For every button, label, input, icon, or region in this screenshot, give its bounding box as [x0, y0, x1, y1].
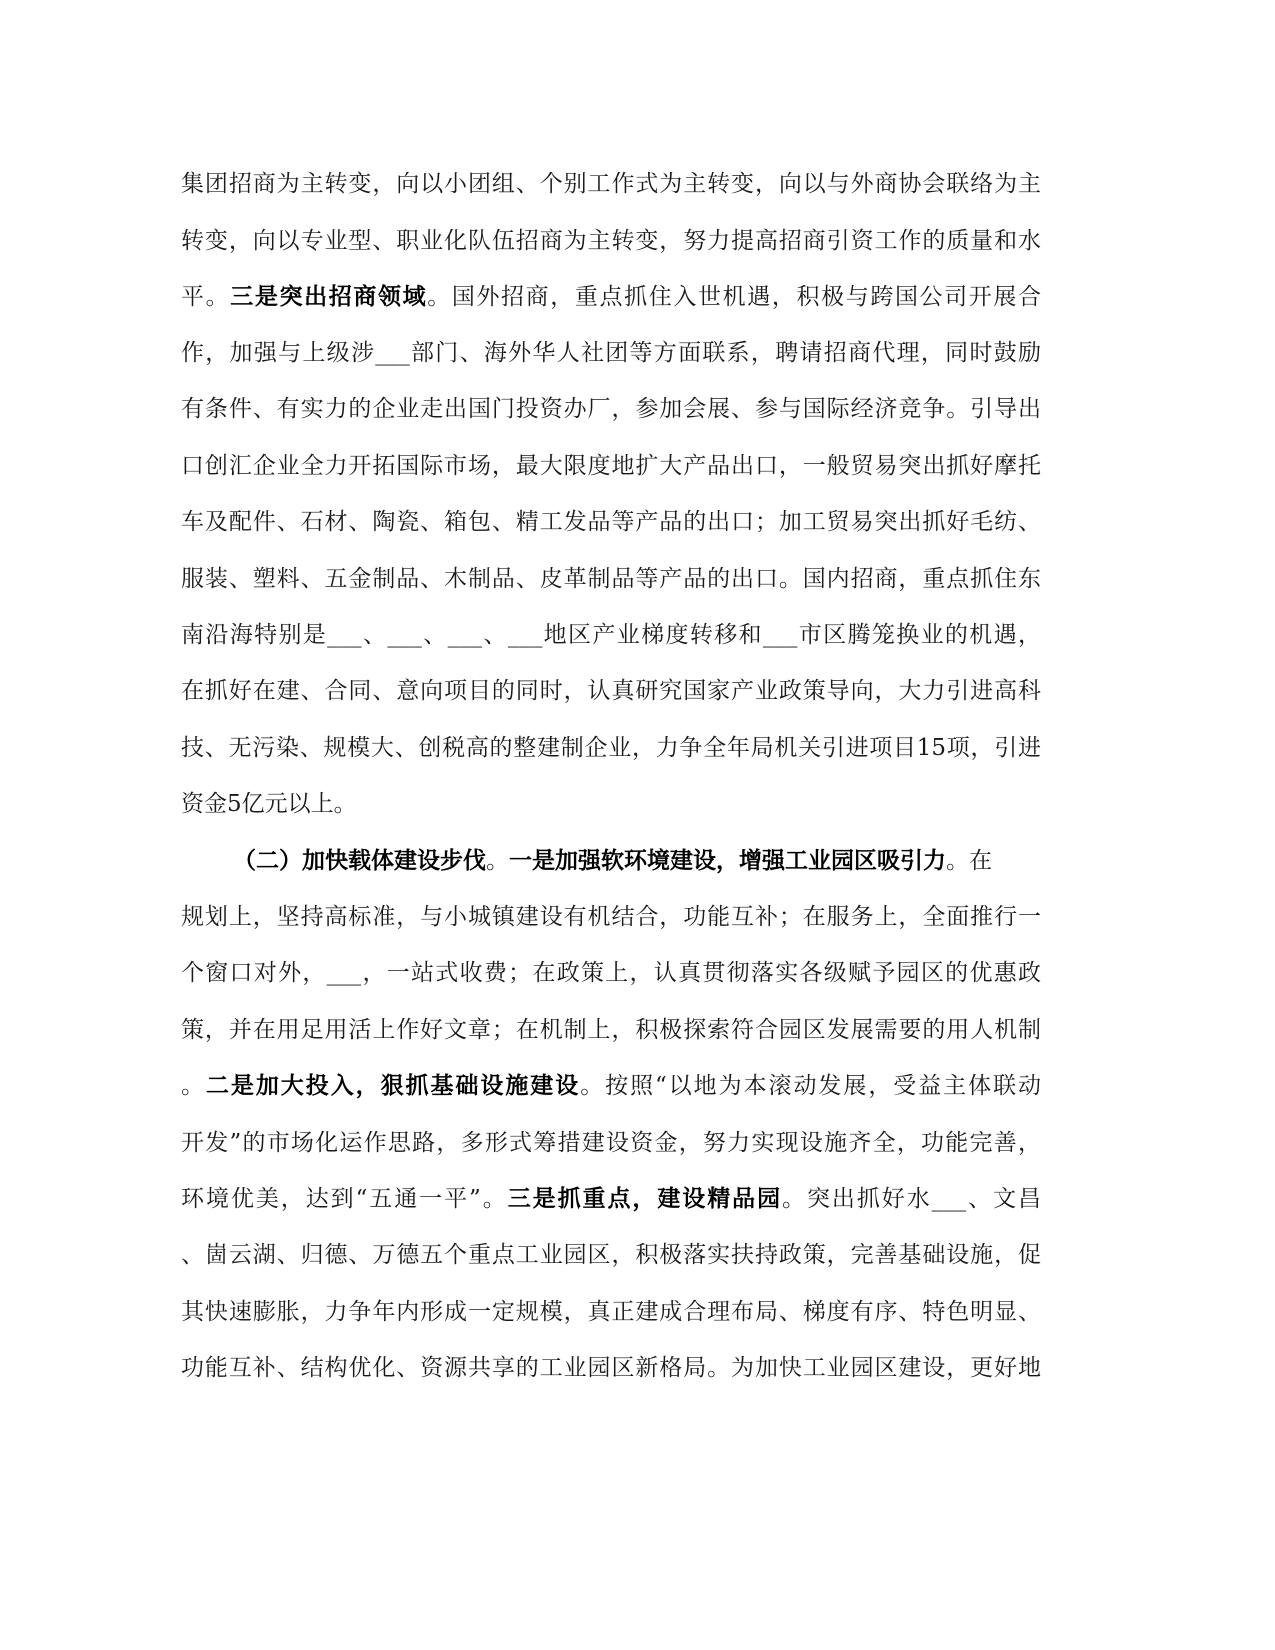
text-line: [233, 841, 1041, 881]
text-line: [181, 897, 1041, 937]
text-line: [181, 1066, 1041, 1106]
text-run: 资金5亿元以上。: [181, 791, 357, 817]
text-run: 作，加强与上级涉___部门、海外华人社团等方面联系，聘请招商代理，同时鼓励: [181, 340, 1041, 366]
bold-heading-run: （二）加快载体建设步伐: [233, 847, 486, 874]
text-run: 策，并在用足用活上作好文章；在机制上，积极探索符合园区发展需要的用人机制: [181, 1017, 1041, 1043]
text-line: [181, 615, 1041, 655]
bold-heading-run: 一是加强软环境建设，增强工业园区吸引力: [509, 847, 946, 874]
text-line: [181, 1292, 1041, 1332]
text-line: [181, 1123, 1041, 1163]
text-run: 。在: [946, 848, 992, 874]
text-run: 。国外招商，重点抓住入世机遇，积极与跨国公司开展合: [427, 284, 1042, 310]
text-run: 平。: [181, 284, 231, 310]
text-run: 个窗口对外，___，一站式收费；在政策上，认真贯彻落实各级赋予园区的优惠政: [181, 960, 1041, 986]
text-run: 功能互补、结构优化、资源共享的工业园区新格局。为加快工业园区建设，更好地: [181, 1355, 1041, 1381]
text-line: [181, 1348, 1041, 1388]
bold-heading-run: 三是突出招商领域: [230, 283, 428, 310]
text-line: [181, 277, 1041, 317]
text-run: 在抓好在建、合同、意向项目的同时，认真研究国家产业政策导向，大力引进高科: [181, 678, 1041, 704]
text-line: [181, 1235, 1041, 1275]
text-line: [181, 164, 1041, 204]
text-line: [181, 389, 1041, 429]
text-run: 集团招商为主转变，向以小团组、个别工作式为主转变，向以与外商协会联络为主: [181, 171, 1041, 197]
text-run: 其快速膨胀，力争年内形成一定规模，真正建成合理布局、梯度有序、特色明显、: [181, 1299, 1041, 1325]
text-line: [181, 1179, 1041, 1219]
text-run: 。突出抓好水___、文昌: [782, 1186, 1041, 1212]
text-run: 环境优美，达到“五通一平”。: [181, 1186, 508, 1212]
text-line: [181, 671, 1041, 711]
text-line: [181, 502, 1041, 542]
text-line: [181, 1010, 1041, 1050]
text-line: [181, 333, 1041, 373]
text-run: 。: [181, 1073, 206, 1099]
text-run: 转变，向以专业型、职业化队伍招商为主转变，努力提高招商引资工作的质量和水: [181, 228, 1041, 254]
text-run: 规划上，坚持高标准，与小城镇建设有机结合，功能互补；在服务上，全面推行一: [181, 904, 1041, 930]
text-run: 南沿海特别是___、___、___、___地区产业梯度转移和___市区腾笼换业的机遇，: [181, 622, 1041, 648]
text-line: [181, 728, 1041, 768]
text-run: 有条件、有实力的企业走出国门投资办厂，参加会展、参与国际经济竞争。引导出: [181, 396, 1041, 422]
text-line: [181, 221, 1041, 261]
text-line: [181, 446, 1041, 486]
bold-heading-run: 二是加大投入，狠抓基础设施建设: [205, 1072, 581, 1099]
text-line: [181, 784, 1041, 824]
text-run: 服装、塑料、五金制品、木制品、皮革制品等产品的出口。国内招商，重点抓住东: [181, 566, 1041, 592]
text-line: [181, 559, 1041, 599]
text-run: 技、无污染、规模大、创税高的整建制企业，力争全年局机关引进项目15项，引进: [181, 735, 1041, 761]
bold-heading-run: 三是抓重点，建设精品园: [507, 1185, 783, 1212]
text-run: 。按照“以地为本滚动发展，受益主体联动: [580, 1073, 1042, 1099]
text-line: [181, 953, 1041, 993]
text-run: 。: [486, 848, 509, 874]
text-run: 车及配件、石材、陶瓷、箱包、精工发品等产品的出口；加工贸易突出抓好毛纺、: [181, 509, 1041, 535]
text-run: 口创汇企业全力开拓国际市场，最大限度地扩大产品出口，一般贸易突出抓好摩托: [181, 453, 1041, 479]
text-run: 开发”的市场化运作思路，多形式筹措建设资金，努力实现设施齐全，功能完善，: [181, 1130, 1041, 1156]
text-run: 、崮云湖、归德、万德五个重点工业园区，积极落实扶持政策，完善基础设施，促: [181, 1242, 1041, 1268]
